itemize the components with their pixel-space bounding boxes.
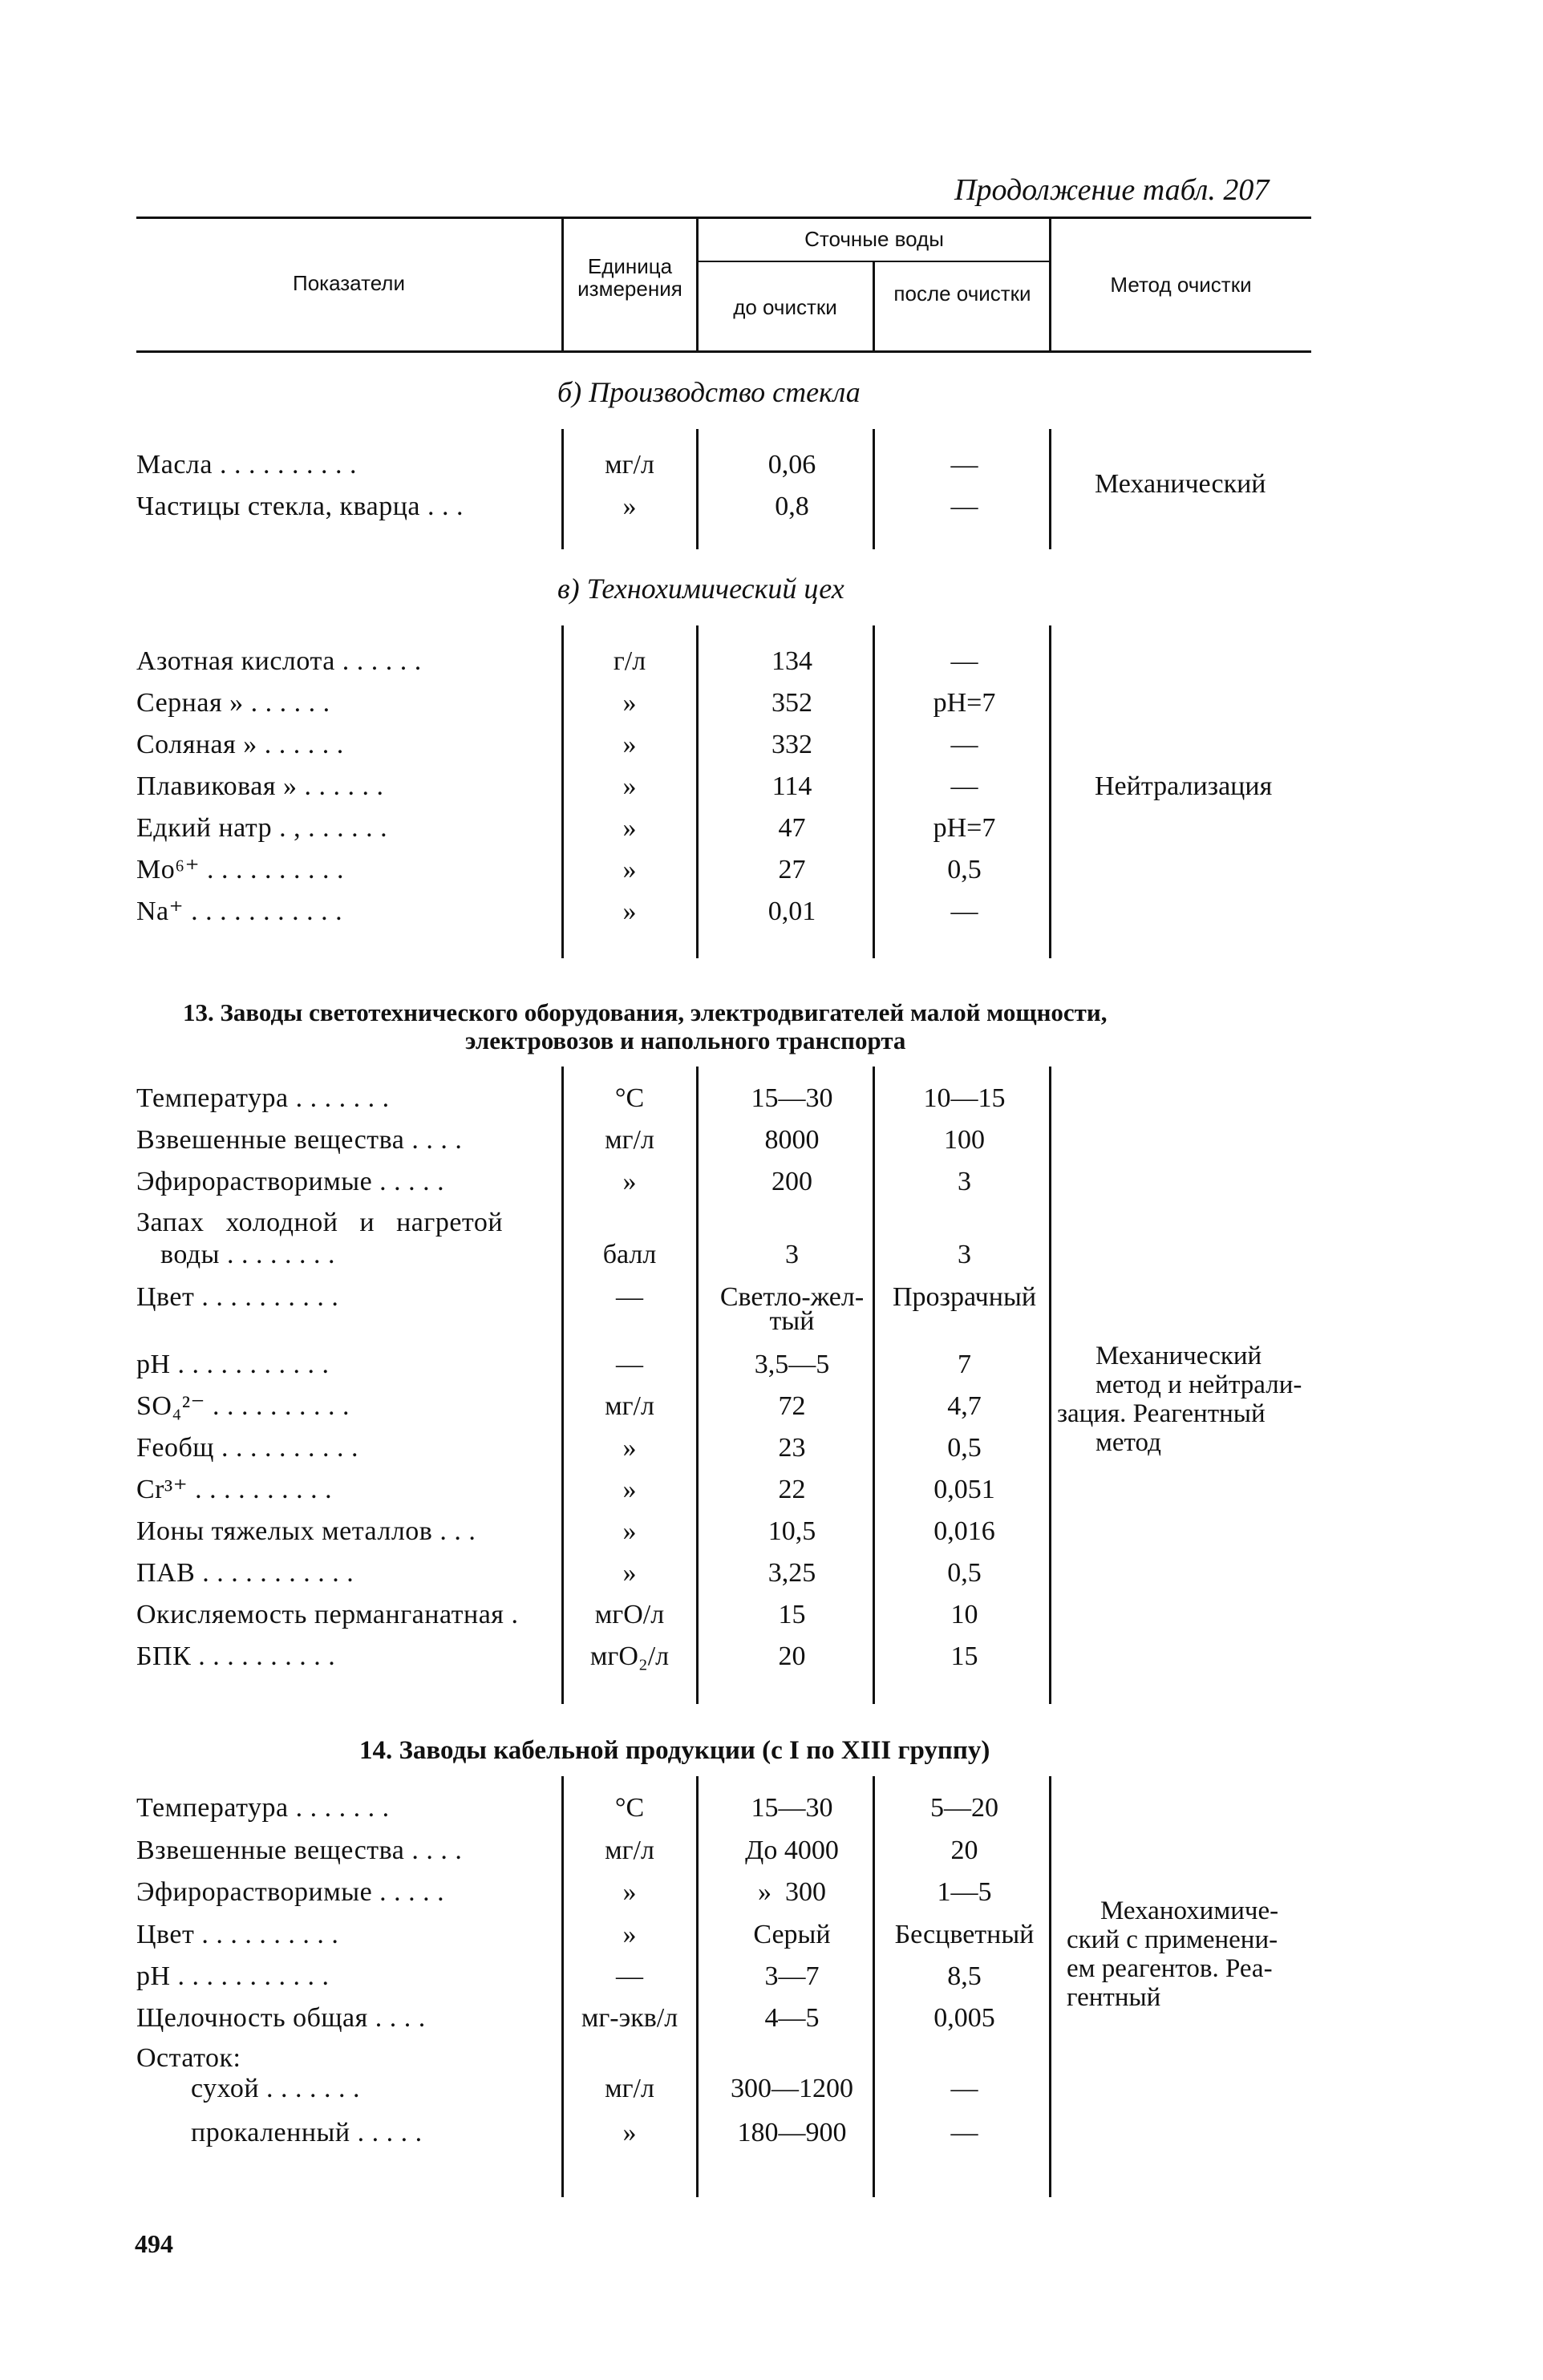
section-14-method	[1067, 1896, 1278, 2012]
row-indicator: Эфирорастворимые . . . . .	[136, 1877, 445, 1907]
method-line: Механический	[1095, 1342, 1262, 1370]
section-title-technochemical: в) Технохимический цех	[557, 573, 844, 605]
table-row	[0, 1345, 1543, 1385]
table-row	[0, 767, 1543, 807]
row-after: 100	[944, 1125, 985, 1155]
row-unit: °C	[614, 1083, 645, 1113]
row-after: —	[950, 2118, 978, 2147]
row-unit: °C	[614, 1793, 645, 1823]
row-unit: »	[622, 688, 637, 718]
table-row	[0, 1957, 1543, 1997]
row-before: 15—30	[751, 1793, 833, 1823]
row-before: 180—900	[737, 2118, 847, 2147]
row-unit: мг/л	[605, 450, 654, 480]
method-line: ем реагентов. Реа-	[1067, 1954, 1273, 1983]
row-after: 1—5	[937, 1877, 992, 1907]
row-indicator: Окисляемость перманганатная .	[136, 1600, 519, 1629]
row-indicator: БПК . . . . . . . . . .	[136, 1641, 336, 1671]
row-after: 20	[950, 1836, 978, 1865]
row-indicator: ПАВ . . . . . . . . . . .	[136, 1558, 354, 1588]
row-unit: »	[622, 1558, 637, 1588]
section-14-title: 14. Заводы кабельной продукции (с I по XIII группу)	[359, 1736, 990, 1765]
row-indicator: Температура . . . . . . .	[136, 1083, 390, 1113]
table-row	[0, 1512, 1543, 1552]
table-row	[0, 1595, 1543, 1635]
row-indicator: Соляная » . . . . . .	[136, 730, 344, 759]
table-row	[0, 1301, 1543, 1342]
row-before: 332	[772, 730, 812, 759]
table-row	[0, 1831, 1543, 1871]
row-after: —	[950, 450, 978, 480]
row-unit: »	[622, 1920, 637, 1949]
table-row	[0, 1915, 1543, 1955]
row-after: 0,5	[947, 1558, 982, 1588]
row-after: 0,5	[947, 855, 982, 884]
row-unit: г/л	[613, 646, 646, 676]
row-after: 10	[950, 1600, 978, 1629]
row-after: —	[950, 492, 978, 521]
row-unit: мг/л	[605, 1125, 654, 1155]
row-indicator: сухой . . . . . . .	[191, 2074, 361, 2103]
row-unit: »	[622, 2118, 637, 2147]
table-row	[0, 1788, 1543, 1828]
row-after: Бесцветный	[894, 1920, 1035, 1949]
row-after: —	[950, 730, 978, 759]
row-indicator: Взвешенные вещества . . . .	[136, 1125, 463, 1155]
col-header-wastewater: Сточные воды	[804, 227, 944, 251]
row-indicator: Серная » . . . . . .	[136, 688, 330, 718]
continuation-caption: Продолжение табл. 207	[954, 173, 1270, 207]
table-row	[0, 487, 1543, 527]
row-indicator: Едкий натр . , . . . . . .	[136, 813, 388, 843]
row-unit: мг-экв/л	[581, 2003, 678, 2033]
row-after: 10—15	[923, 1083, 1006, 1113]
row-indicator-continued: воды . . . . . . . .	[160, 1240, 335, 1269]
row-before: 0,06	[767, 450, 816, 480]
row-indicator: Запах холодной и нагретой	[136, 1208, 504, 1237]
row-before: 72	[778, 1391, 806, 1421]
col-header-before: до очистки	[733, 295, 837, 319]
row-unit: балл	[602, 1240, 657, 1269]
col-header-after: после очистки	[893, 281, 1031, 306]
row-before: 200	[772, 1167, 812, 1196]
section-13-title-line1: 13. Заводы светотехнического оборудования, электродвигателей малой мощности,	[183, 998, 1108, 1026]
row-unit: мг/л	[605, 2074, 654, 2103]
section-13-title-line2: электровозов и напольного транспорта	[465, 1026, 906, 1054]
row-unit: »	[622, 813, 637, 843]
row-unit: »	[622, 897, 637, 926]
table-row	[0, 1998, 1543, 2038]
row-after: 3	[958, 1240, 971, 1269]
row-indicator: Температура . . . . . . .	[136, 1793, 390, 1823]
row-before: 20	[778, 1641, 806, 1671]
row-before: 22	[778, 1475, 806, 1504]
row-unit: —	[616, 1961, 643, 1991]
row-before: 10,5	[767, 1516, 816, 1546]
row-after: 0,051	[933, 1475, 995, 1504]
row-before: 8000	[764, 1125, 820, 1155]
table-row	[0, 1428, 1543, 1468]
table-row	[0, 2113, 1543, 2153]
row-indicator: pH . . . . . . . . . . .	[136, 1961, 330, 1991]
table-row	[0, 1553, 1543, 1593]
table-row	[0, 2069, 1543, 2109]
row-before: 4—5	[764, 2003, 820, 2033]
section-13-method	[1057, 1342, 1302, 1457]
row-indicator: Масла . . . . . . . . . .	[136, 450, 357, 480]
row-after: 8,5	[947, 1961, 982, 1991]
row-indicator: Частицы стекла, кварца . . .	[136, 492, 464, 521]
col-header-indicators: Показатели	[293, 271, 405, 295]
method-line: Механохимиче-	[1100, 1896, 1279, 1925]
row-indicator: pH . . . . . . . . . . .	[136, 1350, 330, 1379]
row-after: —	[950, 2074, 978, 2103]
col-header-method: Метод очистки	[1110, 273, 1252, 297]
table-row	[0, 1162, 1543, 1202]
row-indicator: Na⁺ . . . . . . . . . . .	[136, 897, 343, 926]
table-row	[0, 1120, 1543, 1160]
section-title-glass: б) Производство стекла	[557, 376, 861, 408]
page-number: 494	[135, 2229, 173, 2258]
row-before: Светло-жел-	[719, 1282, 865, 1312]
table-row	[0, 808, 1543, 848]
row-before: 300—1200	[731, 2074, 853, 2103]
row-after: 0,016	[933, 1516, 995, 1546]
table-row	[0, 1637, 1543, 1677]
row-after: —	[950, 897, 978, 926]
row-before: 23	[778, 1433, 806, 1463]
table-top-rule	[136, 217, 1311, 219]
table-row	[0, 1386, 1543, 1427]
row-unit: »	[622, 1433, 637, 1463]
row-before: 352	[772, 688, 812, 718]
table-row	[0, 725, 1543, 765]
row-unit: —	[616, 1350, 643, 1379]
row-after: —	[950, 771, 978, 801]
row-indicator: прокаленный . . . . .	[191, 2118, 423, 2147]
header-bottom-rule	[136, 350, 1311, 353]
table-row	[0, 445, 1543, 485]
row-before: 27	[778, 855, 806, 884]
row-unit: мг/л	[605, 1836, 654, 1865]
row-before: Серый	[753, 1920, 831, 1949]
row-before: 47	[778, 813, 806, 843]
row-unit: —	[616, 1282, 643, 1312]
method-line: ский с применени-	[1067, 1925, 1278, 1954]
row-indicator: Mo⁶⁺ . . . . . . . . . .	[136, 855, 345, 884]
row-after: 5—20	[930, 1793, 998, 1823]
row-indicator: Остаток:	[136, 2043, 241, 2073]
row-indicator: SO₄²⁻ . . . . . . . . . .	[136, 1391, 350, 1421]
table-row	[0, 1470, 1543, 1510]
method-line: метод	[1095, 1428, 1161, 1457]
row-after: 0,005	[933, 2003, 995, 2033]
table-row	[0, 1872, 1543, 1912]
row-after: pH=7	[933, 688, 996, 718]
row-unit: мгO/л	[594, 1600, 665, 1629]
row-after: 7	[958, 1350, 971, 1379]
row-before: 134	[772, 646, 812, 676]
row-unit: »	[622, 1475, 637, 1504]
table-row	[0, 850, 1543, 890]
row-indicator: Взвешенные вещества . . . .	[136, 1836, 463, 1865]
table-row	[0, 642, 1543, 682]
row-indicator: Щелочность общая . . . .	[136, 2003, 426, 2033]
row-before: 3,5—5	[754, 1350, 830, 1379]
row-indicator: Плавиковая » . . . . . .	[136, 771, 384, 801]
row-before: 3,25	[767, 1558, 816, 1588]
method-line: зация. Реагентный	[1057, 1399, 1266, 1428]
row-indicator: Цвет . . . . . . . . . .	[136, 1920, 339, 1949]
row-after: —	[950, 646, 978, 676]
row-after: 0,5	[947, 1433, 982, 1463]
row-unit: мгO₂/л	[589, 1641, 670, 1671]
row-unit: »	[622, 771, 637, 801]
row-indicator: Cr³⁺ . . . . . . . . . .	[136, 1475, 333, 1504]
method-line: гентный	[1067, 1983, 1161, 2012]
table-row	[0, 1235, 1543, 1275]
row-indicator: Feобщ . . . . . . . . . .	[136, 1433, 358, 1463]
row-before: До 4000	[745, 1836, 839, 1865]
row-unit: »	[622, 730, 637, 759]
table-row	[0, 892, 1543, 932]
row-after: 15	[950, 1641, 978, 1671]
row-after: 4,7	[947, 1391, 982, 1421]
row-before-continued: тый	[769, 1306, 815, 1336]
row-before: » 300	[758, 1877, 826, 1907]
row-before: 0,01	[767, 897, 816, 926]
col-header-unit: Единица измерения	[577, 254, 682, 301]
section-b-method: Механический	[1095, 469, 1266, 499]
row-unit: »	[622, 1516, 637, 1546]
row-unit: мг/л	[605, 1391, 654, 1421]
row-indicator: Азотная кислота . . . . . .	[136, 646, 422, 676]
row-before: 0,8	[775, 492, 809, 521]
row-before: 15	[778, 1600, 806, 1629]
row-indicator: Эфирорастворимые . . . . .	[136, 1167, 445, 1196]
row-after: 3	[958, 1167, 971, 1196]
row-before: 114	[772, 771, 812, 801]
method-line: метод и нейтрали-	[1095, 1370, 1302, 1399]
row-after: pH=7	[933, 813, 996, 843]
row-indicator: Цвет . . . . . . . . . .	[136, 1282, 339, 1312]
row-unit: »	[622, 492, 637, 521]
row-before: 3—7	[764, 1961, 820, 1991]
row-before: 15—30	[751, 1083, 833, 1113]
row-after: Прозрачный	[892, 1282, 1037, 1312]
row-unit: »	[622, 855, 637, 884]
row-unit: »	[622, 1167, 637, 1196]
header-divider-3	[873, 262, 875, 351]
row-before: 3	[785, 1240, 799, 1269]
table-row	[0, 1079, 1543, 1119]
row-indicator: Ионы тяжелых металлов . . .	[136, 1516, 476, 1546]
table-row	[0, 683, 1543, 723]
section-v-method: Нейтрализация	[1095, 771, 1273, 801]
row-unit: »	[622, 1877, 637, 1907]
